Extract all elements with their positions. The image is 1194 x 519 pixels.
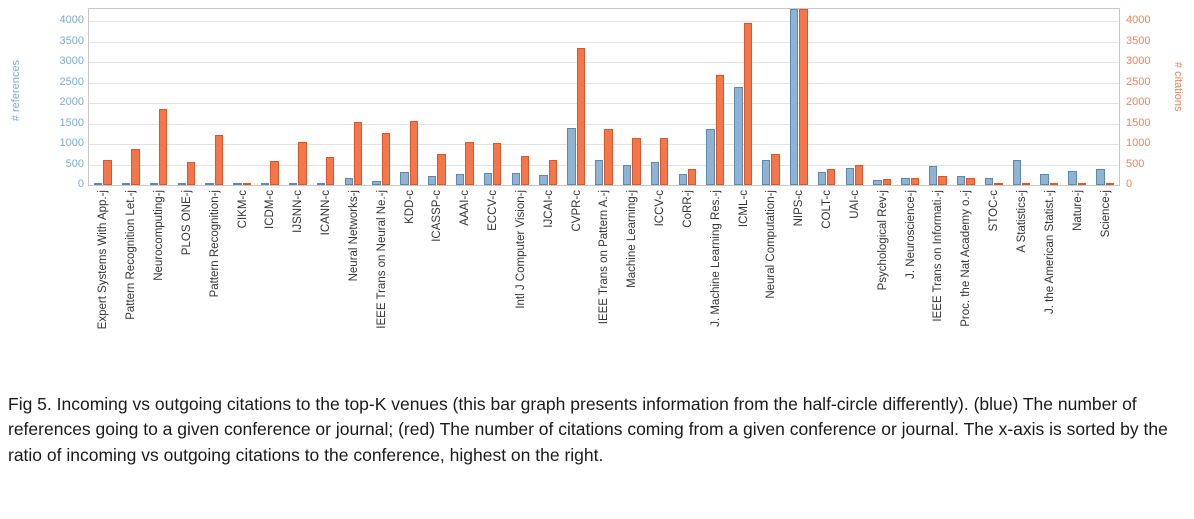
y-axis-right-title: # citations <box>1172 62 1184 112</box>
bar-references <box>456 174 464 185</box>
bar-citations <box>465 142 473 185</box>
x-axis-label: Nature-j <box>1071 190 1084 231</box>
bar-group <box>1091 9 1119 185</box>
bar-references <box>846 168 854 185</box>
y-tick-left: 1500 <box>59 116 84 129</box>
x-axis-label: Pattern Recognition-j <box>208 190 221 298</box>
y-tick-right: 0 <box>1126 178 1133 190</box>
x-axis-label: CVPR-c <box>570 190 583 232</box>
bar-group <box>395 9 423 185</box>
bar-citations <box>382 133 390 185</box>
bar-group <box>145 9 173 185</box>
bar-group <box>757 9 785 185</box>
y-tick-right: 3000 <box>1126 55 1151 68</box>
bar-group <box>173 9 201 185</box>
x-axis-label: Neural Networks-j <box>347 190 360 282</box>
bar-group <box>618 9 646 185</box>
bar-group <box>89 9 117 185</box>
bar-references <box>122 183 130 185</box>
y-tick-left: 3000 <box>59 55 84 68</box>
bar-references <box>873 180 881 185</box>
bar-citations <box>716 75 724 186</box>
bar-references <box>400 172 408 186</box>
bar-group <box>367 9 395 185</box>
y-tick-left: 1000 <box>59 137 84 150</box>
bar-group <box>952 9 980 185</box>
bar-series-container <box>89 9 1119 185</box>
bar-references <box>679 174 687 185</box>
bar-group <box>590 9 618 185</box>
y-tick-left: 0 <box>77 178 84 190</box>
bar-group <box>841 9 869 185</box>
bar-citations <box>1078 183 1086 185</box>
x-axis-label: J. the American Statist.-j <box>1043 190 1056 314</box>
bar-references <box>901 178 909 185</box>
bar-group <box>256 9 284 185</box>
x-axis-label: Machine Learning-j <box>626 190 639 288</box>
x-axis-label: J. Machine Learning Res.-j <box>709 190 722 327</box>
bar-references <box>762 160 770 185</box>
x-axis-label: ICCV-c <box>654 190 667 227</box>
bar-references <box>94 183 102 185</box>
bar-citations <box>577 48 585 185</box>
y-tick-right: 2000 <box>1126 96 1151 109</box>
x-axis-label: NIPS-c <box>793 190 806 227</box>
bar-references <box>205 183 213 185</box>
bar-citations <box>660 138 668 185</box>
bar-references <box>317 183 325 185</box>
x-axis-label: Science-j <box>1099 190 1112 238</box>
x-axis-label: CIKM-c <box>236 190 249 229</box>
bar-group <box>507 9 535 185</box>
bar-citations <box>938 176 946 185</box>
bar-group <box>924 9 952 185</box>
bar-references <box>1068 171 1076 185</box>
bar-citations <box>437 154 445 185</box>
x-axis-label: AAAI-c <box>459 190 472 226</box>
bar-citations <box>688 169 696 185</box>
bar-citations <box>354 122 362 185</box>
x-axis-label: Proc. the Nat Academy o.-j <box>960 190 973 327</box>
x-axis-label: CoRR-j <box>681 190 694 228</box>
bar-citations <box>326 157 334 185</box>
x-axis-label: Expert Systems With App.-j <box>97 190 110 330</box>
bar-citations <box>1106 183 1114 185</box>
bar-citations <box>410 121 418 185</box>
bar-group <box>312 9 340 185</box>
bar-group <box>896 9 924 185</box>
y-tick-right: 3500 <box>1126 34 1151 47</box>
x-axis-label: Psychological Rev-j <box>876 190 889 291</box>
x-axis-label: UAI-c <box>848 190 861 219</box>
bar-citations <box>243 183 251 185</box>
bar-citations <box>159 109 167 185</box>
bar-references <box>1040 174 1048 185</box>
bar-group <box>284 9 312 185</box>
bar-citations <box>103 160 111 185</box>
bar-group <box>117 9 145 185</box>
bar-group <box>1035 9 1063 185</box>
x-axis-label: J. Neuroscience-j <box>904 190 917 279</box>
x-axis-label: PLOS ONE-j <box>180 190 193 256</box>
bar-group <box>646 9 674 185</box>
bar-references <box>734 87 742 185</box>
plot-frame <box>88 8 1120 186</box>
bar-group <box>1008 9 1036 185</box>
y-tick-right: 1500 <box>1126 116 1151 129</box>
x-axis-label: KDD-c <box>403 190 416 224</box>
x-axis-label: Intl J Computer Vision-j <box>514 190 527 309</box>
bar-group <box>534 9 562 185</box>
y-tick-right: 500 <box>1126 157 1145 170</box>
x-axis-labels <box>88 190 1120 375</box>
x-axis-label: ICASSP-c <box>431 190 444 242</box>
bar-references <box>428 176 436 185</box>
x-axis-label: COLT-c <box>821 190 834 229</box>
x-axis-label: Neurocomputing-j <box>153 190 166 281</box>
bar-citations <box>966 178 974 185</box>
bar-citations <box>855 165 863 185</box>
bar-citations <box>215 135 223 185</box>
x-axis-label: IEEE Trans on Informati.-j <box>932 190 945 322</box>
bar-group <box>200 9 228 185</box>
bar-citations <box>771 154 779 185</box>
bar-citations <box>827 169 835 185</box>
x-axis-label: ECCV-c <box>487 190 500 231</box>
bar-references <box>957 176 965 185</box>
bar-references <box>985 178 993 185</box>
bar-references <box>261 183 269 185</box>
y-tick-right: 1000 <box>1126 137 1151 150</box>
x-axis-label: ICDM-c <box>264 190 277 229</box>
bar-group <box>980 9 1008 185</box>
y-axis-left-title: # references <box>10 60 22 122</box>
bar-references <box>595 160 603 185</box>
bar-references <box>539 175 547 185</box>
y-tick-left: 4000 <box>59 14 84 27</box>
bar-citations <box>493 143 501 185</box>
bar-citations <box>911 178 919 185</box>
bar-citations <box>187 162 195 185</box>
bar-citations <box>270 161 278 185</box>
x-axis-label: IJCAI-c <box>542 190 555 228</box>
bar-group <box>1063 9 1091 185</box>
bar-citations <box>131 149 139 185</box>
bar-references <box>1013 160 1021 185</box>
bar-references <box>623 165 631 185</box>
bar-references <box>372 181 380 186</box>
x-axis-label: Pattern Recognition Let.-j <box>125 190 138 320</box>
bar-references <box>512 173 520 185</box>
bar-citations <box>298 142 306 185</box>
bar-group <box>701 9 729 185</box>
bar-group <box>228 9 256 185</box>
bar-group <box>562 9 590 185</box>
bar-references <box>651 162 659 185</box>
x-axis-label: ICML-c <box>737 190 750 228</box>
bar-citations <box>1050 183 1058 185</box>
y-tick-right: 2500 <box>1126 75 1151 88</box>
bar-references <box>1096 169 1104 185</box>
y-tick-left: 500 <box>65 157 84 170</box>
bar-citations <box>799 9 807 185</box>
bar-group <box>868 9 896 185</box>
bar-references <box>567 128 575 185</box>
y-tick-left: 2000 <box>59 96 84 109</box>
y-tick-left: 2500 <box>59 75 84 88</box>
bar-group <box>785 9 813 185</box>
bar-citations <box>883 179 891 185</box>
y-tick-right: 4000 <box>1126 14 1151 27</box>
x-axis-label: Neural Computation-j <box>765 190 778 299</box>
bar-citations <box>632 138 640 185</box>
bar-group <box>451 9 479 185</box>
y-tick-left: 3500 <box>59 34 84 47</box>
bar-references <box>345 178 353 185</box>
x-axis-label: STOC-c <box>988 190 1001 232</box>
bar-references <box>289 183 297 185</box>
bar-references <box>233 183 241 185</box>
bar-references <box>178 183 186 185</box>
bar-group <box>423 9 451 185</box>
bar-references <box>484 173 492 185</box>
bar-group <box>674 9 702 185</box>
bar-references <box>790 9 798 185</box>
bar-references <box>150 183 158 185</box>
bar-citations <box>994 183 1002 185</box>
bar-group <box>340 9 368 185</box>
x-axis-label: A Statistics-j <box>1016 190 1028 253</box>
bar-group <box>813 9 841 185</box>
x-axis-label: IEEE Trans on Pattern A.-j <box>598 190 611 325</box>
bar-references <box>706 129 714 185</box>
bar-citations <box>1022 183 1030 185</box>
bar-citations <box>744 23 752 185</box>
bar-group <box>479 9 507 185</box>
figure-caption: Fig 5. Incoming vs outgoing citations to the top-K venues (this bar graph presents information from the half-circle differently). (blue) The number of references going to a given conference or journal; (red) The number of citations coming from a given conference or journal. The x-axis is sorted by the ratio of incoming vs outgoing citations to the conference, highest on the right. <box>8 394 1168 465</box>
bar-references <box>929 166 937 185</box>
x-axis-label: IJSNN-c <box>292 190 305 233</box>
bar-citations <box>549 160 557 185</box>
x-axis-label: ICANN-c <box>320 190 333 236</box>
x-axis-label: IEEE Trans on Neural Ne.-j <box>375 190 388 329</box>
bar-references <box>818 172 826 185</box>
bar-group <box>729 9 757 185</box>
bar-citations <box>521 156 529 185</box>
bar-citations <box>604 129 612 185</box>
